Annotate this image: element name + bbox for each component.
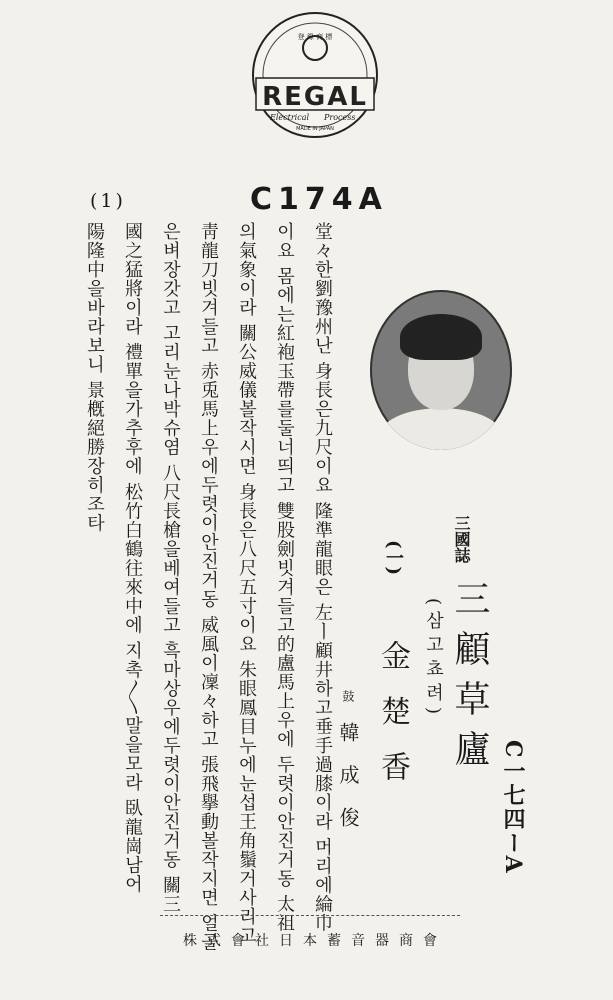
catalog-number: C174A xyxy=(250,182,388,217)
logo-sub-right: Process xyxy=(324,113,356,122)
song-title-reading: (삼고쵸려) xyxy=(423,598,444,721)
lyric-column-7: 堂々한劉豫州난 身長은九尺이요 隆準龍眼은 左ㅣ顧井하고垂手過膝이라 머리에綸巾 xyxy=(312,222,333,933)
singer-name: 金 楚 香 xyxy=(375,640,410,790)
lyric-column-2: 國之猛將이라 禮單을가추후에 松竹白鶴往來中에 지촉〳〵말을모라 臥龍崗남어 xyxy=(122,222,143,894)
regal-logo xyxy=(250,10,380,140)
singer-portrait xyxy=(370,290,512,450)
side-label: C一七四ーA xyxy=(500,740,526,875)
logo-top-small: 登 錄 商 標 xyxy=(297,33,333,41)
lyric-column-3: 은벼장갓고 고리눈나박슈염 八尺長槍을베여들고 흑마상우에두렷이안진거동 關三 xyxy=(160,222,181,914)
lyric-column-4: 靑龍刀빗겨들고 赤兎馬上우에두렷이안진거동 威風이凜々하고 張飛擧動볼작지면 얼골 xyxy=(198,222,219,952)
series-label: 三國誌 xyxy=(452,515,471,563)
logo-sub-left: Electrical xyxy=(270,113,310,122)
lyric-column-1: 陽隆中을바라보니 景槪絕勝장히조타 xyxy=(84,222,105,533)
logo-made-in: MADE IN JAPAN xyxy=(296,126,334,132)
lyric-column-6: 이요 몸에는紅袍玉帶를둘너띄고 雙股劍빗겨들고的盧馬上우에 두렷이안진거동 太祖 xyxy=(274,222,295,933)
publisher-footer: 株式會社日本蓄音器商會 xyxy=(183,933,447,949)
portrait-hair xyxy=(400,314,482,360)
page-number: (1) xyxy=(90,190,126,212)
accompanist-name: 韓 成 俊 xyxy=(336,722,360,835)
song-title: 三顧草廬 xyxy=(449,580,490,780)
part-number: (一) xyxy=(383,540,404,576)
portrait-robe xyxy=(378,408,504,450)
footer-divider xyxy=(160,915,460,916)
accompaniment-label: 鼓 xyxy=(341,690,355,702)
logo-brand: REGAL xyxy=(262,82,368,112)
lyric-column-5: 의氣象이라 關公威儀볼작시면 身長은八尺五寸이요 朱眼鳳目누에눈섭王角鬚거사리고 xyxy=(236,222,257,946)
